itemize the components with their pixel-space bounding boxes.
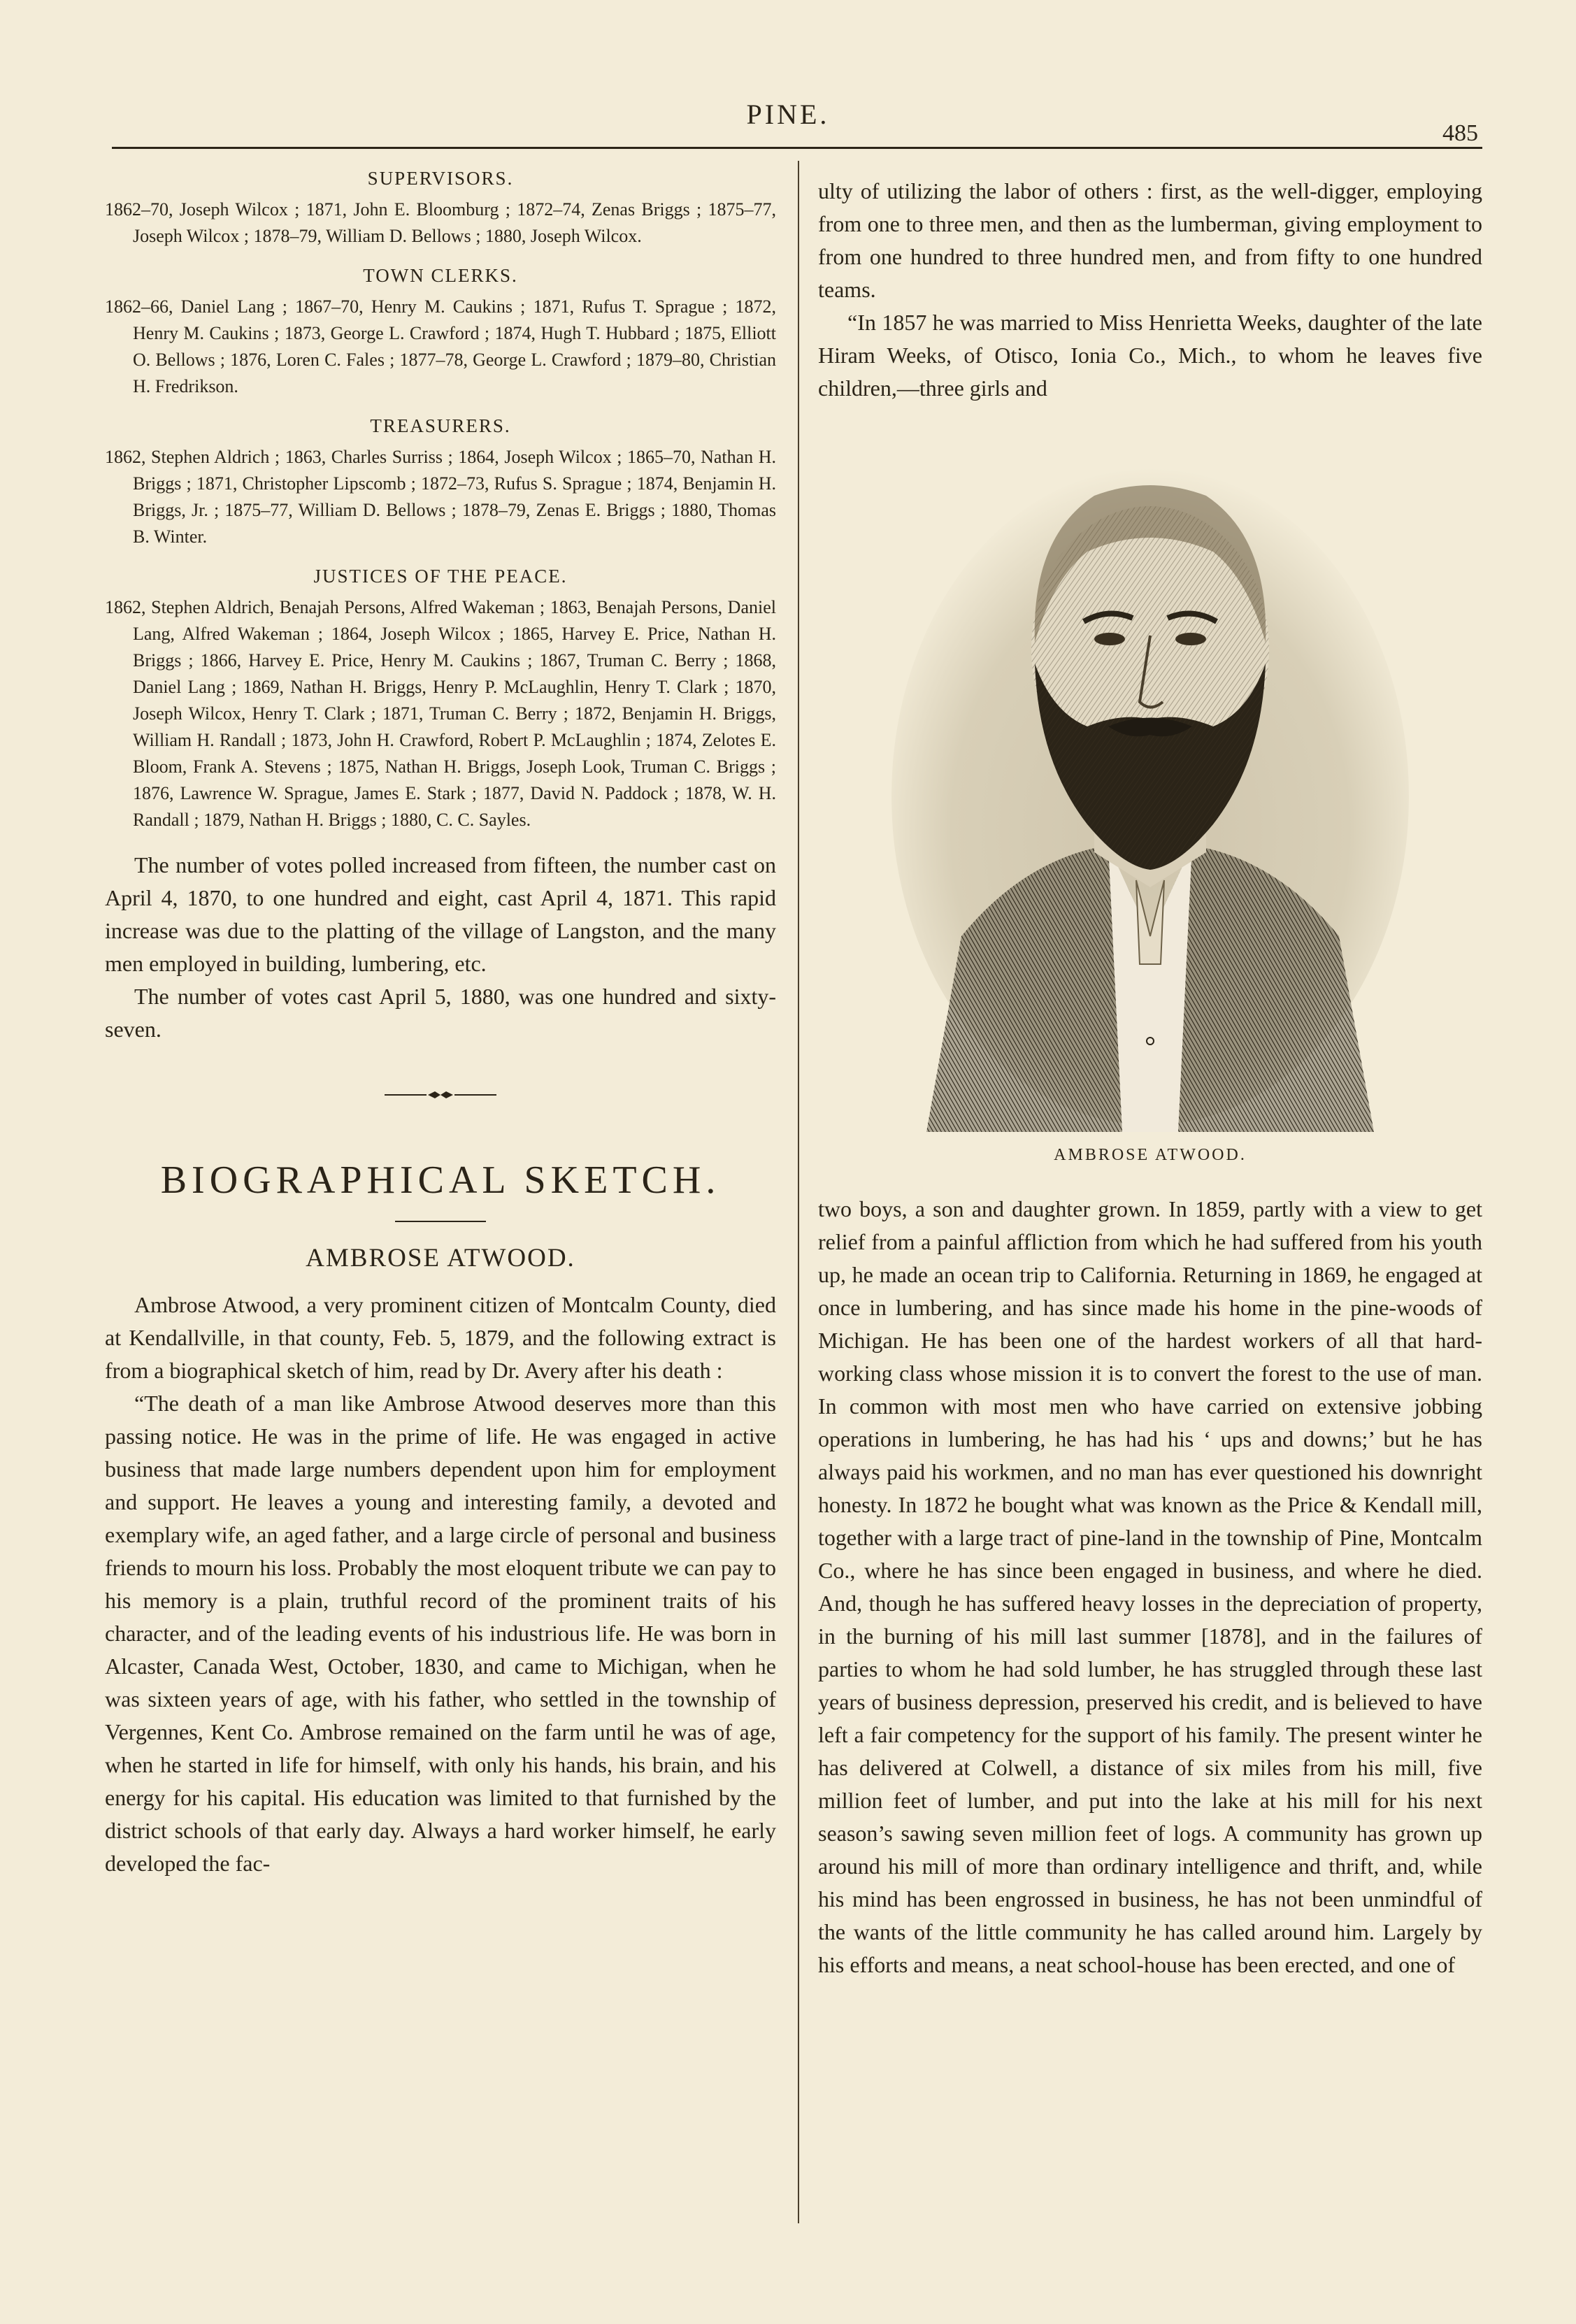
portrait-engraving xyxy=(884,433,1416,1132)
votes-paragraph: The number of votes polled increased from fifteen, the number cast on April 4, 1870, to one hundred and eight, cast April 4, 1871. This rapid increase was due to the platting of the village of Langston, and the many men employed in building, lumbering, etc. xyxy=(105,852,776,976)
treasurers-list: 1862, Stephen Aldrich ; 1863, Charles Surriss ; 1864, Joseph Wilcox ; 1865–70, Nathan H. Briggs ; 1871, Christopher Lipscomb ; 1872–73, Rufus S. Sprague ; 1874, Benjamin H. Briggs, Jr. ; 1875–77, William D. Bellows ; 1878–79, Zenas E. Briggs ; 1880, Thomas B. Winter. xyxy=(105,447,776,547)
after-portrait-paragraph: two boys, a son and daughter grown. In 1859, partly with a view to get relief from a painful affliction from which he had suffered from his youth up, he made an ocean trip to California. Returning in 1869, he engaged at once in lumbering, and has since made his home in the pine-woods of Michigan. He has been one of the hardest workers of all that hard-working class whose mission it is to convert the forest to the use of man. In common with most men who have carried on extensive jobbing operations in lumbering, he has had his ‘ ups and downs;’ but he has always paid his workmen, and no man has ever questioned his downright honesty. In 1872 he bought what was known as the Price & Kendall mill, together with a large tract of pine-land in the township of Pine, Montcalm Co., where he has since been engaged in business, and where he died. And, though he has suffered heavy losses in the depreciation of property, in the burning of his mill last summer [1878], and in the failures of parties to whom he had sold lumber, he has struggled through these last years of business depression, preserved his credit, and is believed to have left a fair competency for the support of his family. The present winter he has delivered at Colwell, a distance of six miles from his mill, five million feet of lumber, and put into the lake at his mill for his next season’s sawing seven million feet of logs. A community has grown up around his mill of more than ordinary intelligence and thrift, and, while his mind has been engrossed in business, he has not been unmindful of the wants of the little community he has called around him. Largely by his efforts and means, a neat school-house has been erected, and one of xyxy=(818,1196,1482,1977)
continuation-paragraph: ulty of utilizing the labor of others : first, as the well-digger, employing from one to three men, and then as the lumberman, giving employment to from one hundred to three hundred men, and from fifty to one hundred teams. xyxy=(818,178,1482,302)
town-clerks-section xyxy=(105,265,776,400)
running-title: PINE. xyxy=(746,99,830,130)
justices-section xyxy=(105,566,776,833)
page-number: 485 xyxy=(1442,120,1478,146)
supervisors-heading: SUPERVISORS. xyxy=(367,168,514,189)
right-column xyxy=(818,175,1482,1981)
supervisors-list: 1862–70, Joseph Wilcox ; 1871, John E. Bloomburg ; 1872–74, Zenas Briggs ; 1875–77, Joseph Wilcox ; 1878–79, William D. Bellows ; 1880, Joseph Wilcox. xyxy=(105,199,776,246)
sketch-intro: Ambrose Atwood, a very prominent citizen of Montcalm County, died at Kendallville, in that county, Feb. 5, 1879, and the following extract is from a biographical sketch of him, read by Dr. Avery after his death : xyxy=(105,1292,776,1383)
ornament-divider xyxy=(385,1088,496,1102)
portrait-caption: AMBROSE ATWOOD. xyxy=(1054,1146,1247,1164)
supervisors-section xyxy=(105,168,776,250)
header-rule xyxy=(112,147,1482,149)
portrait xyxy=(884,433,1416,1132)
town-clerks-list: 1862–66, Daniel Lang ; 1867–70, Henry M. Caukins ; 1871, Rufus T. Sprague ; 1872, Henry M. Caukins ; 1873, George L. Crawford ; 1874, Hugh T. Hubbard ; 1875, Elliott O. Bellows ; 1876, Loren C. Fales ; 1877–78, George L. Crawford ; 1879–80, Christian H. Fredrikson. xyxy=(105,296,776,396)
section-title: BIOGRAPHICAL SKETCH. xyxy=(160,1159,721,1202)
column-divider xyxy=(798,161,799,2223)
left-column xyxy=(105,168,776,1880)
marriage-paragraph: “In 1857 he was married to Miss Henrietta Weeks, daughter of the late Hiram Weeks, of Otisco, Ionia Co., Mich., to whom he leaves five children,—three girls and xyxy=(818,310,1482,401)
sketch-quote: “The death of a man like Ambrose Atwood deserves more than this passing notice. He was in the prime of life. He was engaged in active business that made large numbers dependent upon him for employment and support. He leaves a young and interesting family, a devoted and exemplary wife, an aged father, and a large circle of personal and business friends to mourn his loss. Probably the most eloquent tribute we can pay to his memory is a plain, truthful record of the prominent traits of his character, and of the leading events of his industrious life. He was born in Alcaster, Canada West, October, 1830, and came to Michigan, when he was sixteen years of age, with his father, who settled in the township of Vergennes, Kent Co. Ambrose remained on the farm until he was of age, when he started in life for himself, with only his hands, his brain, and his energy for his capital. His education was limited to that furnished by the district schools of that early day. Always a hard worker himself, he early developed the fac- xyxy=(105,1391,776,1876)
town-clerks-heading: TOWN CLERKS. xyxy=(363,265,518,286)
treasurers-heading: TREASURERS. xyxy=(370,415,511,436)
justices-list: 1862, Stephen Aldrich, Benajah Persons, Alfred Wakeman ; 1863, Benajah Persons, Daniel Lang, Alfred Wakeman ; 1864, Joseph Wilcox ; 1865, Harvey E. Price, Nathan H. Briggs ; 1866, Harvey E. Price, Henry M. Caukins ; 1867, Truman C. Berry ; 1868, Daniel Lang ; 1869, Nathan H. Briggs, Henry P. McLaughlin, Henry T. Clark ; 1870, Joseph Wilcox, Henry T. Clark ; 1871, Truman C. Berry ; 1872, Benjamin H. Briggs, William H. Randall ; 1873, John H. Crawford, Robert P. McLaughlin ; 1874, Zelotes E. Bloom, Frank A. Stevens ; 1875, Nathan H. Briggs, Joseph Look, Truman C. Briggs ; 1876, Lawrence W. Sprague, James E. Stark ; 1877, David N. Paddock ; 1878, W. H. Randall ; 1879, Nathan H. Briggs ; 1880, C. C. Sayles. xyxy=(105,597,776,830)
title-rule xyxy=(395,1221,486,1222)
justices-heading: JUSTICES OF THE PEACE. xyxy=(313,566,568,587)
treasurers-section xyxy=(105,415,776,550)
votes-1880-paragraph: The number of votes cast April 5, 1880, was one hundred and sixty-seven. xyxy=(105,984,776,1042)
subject-name: AMBROSE ATWOOD. xyxy=(306,1244,575,1272)
